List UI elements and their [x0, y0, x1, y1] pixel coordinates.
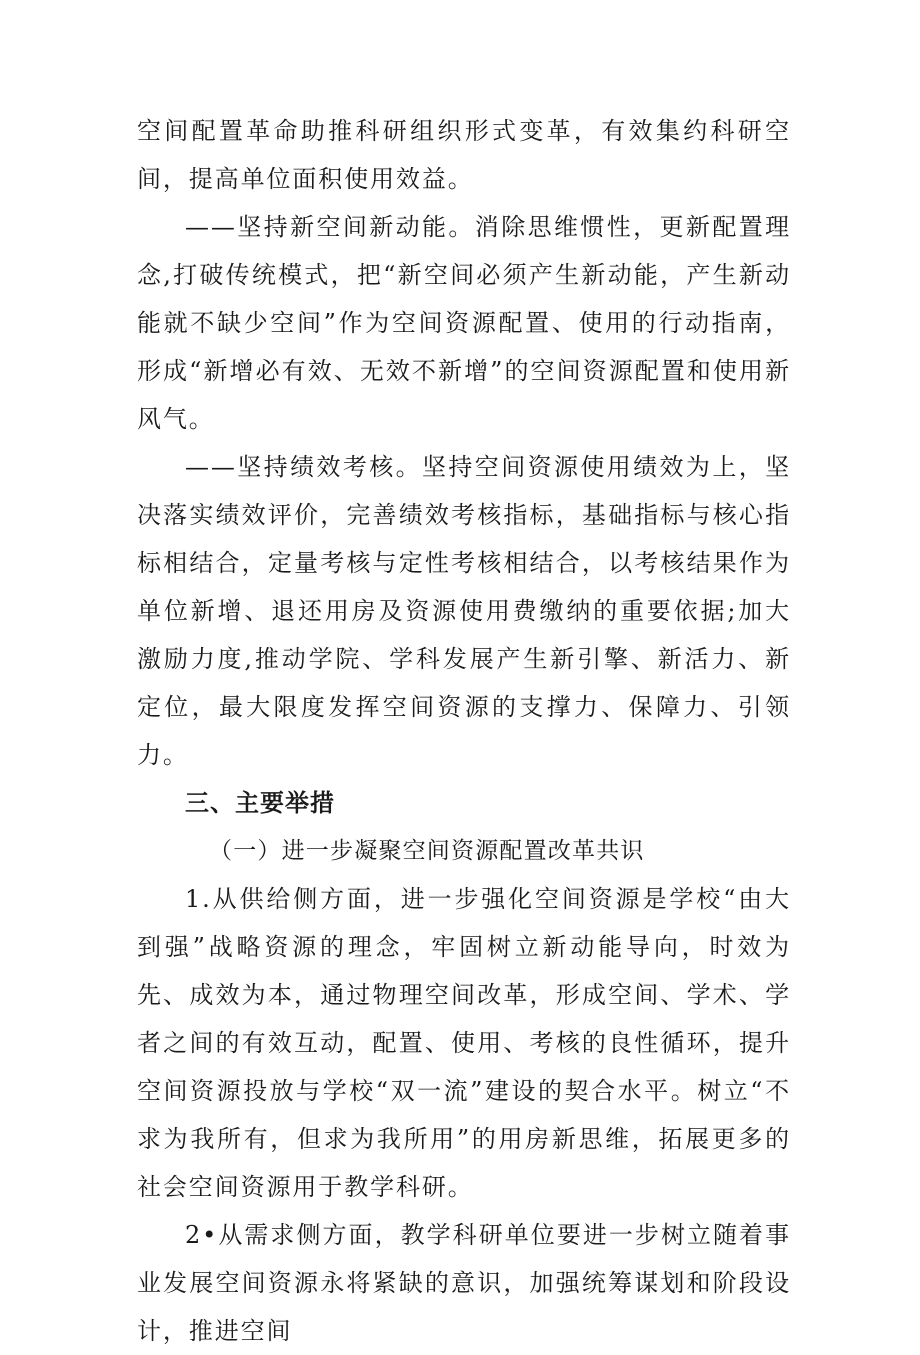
paragraph-new-space-new-momentum: ——坚持新空间新动能。消除思维惯性，更新配置理念,打破传统模式，把“新空间必须产生新动能，产生新动能就不缺少空间”作为空间资源配置、使用的行动指南，形成“新增必有效、无效不新增”的空间资源配置和使用新风气。: [137, 213, 791, 433]
paragraph-performance-assessment: ——坚持绩效考核。坚持空间资源使用绩效为上，坚决落实绩效评价，完善绩效考核指标，基础指标与核心指标相结合，定量考核与定性考核相结合，以考核结果作为单位新增、退还用房及资源使用费缴纳的重要依据;加大激励力度,推动学院、学科发展产生新引擎、新活力、新定位，最大限度发挥空间资源的支撑力、保障力、引领力。: [137, 453, 791, 769]
list-item-demand-side: 2•从需求侧方面，教学科研单位要进一步树立随着事业发展空间资源永将紧缺的意识，加强统筹谋划和阶段设计，推进空间: [137, 1221, 791, 1345]
section-heading: 三、主要举措: [185, 789, 335, 817]
document-page: [137, 107, 791, 1355]
paragraph-continuation: 空间配置革命助推科研组织形式变革，有效集约科研空间，提高单位面积使用效益。: [137, 117, 791, 193]
subsection-heading: （一）进一步凝聚空间资源配置改革共识: [209, 838, 645, 864]
list-item-supply-side: 1.从供给侧方面，进一步强化空间资源是学校“由大到强”战略资源的理念，牢固树立新动能导向，时效为先、成效为本，通过物理空间改革，形成空间、学术、学者之间的有效互动，配置、使用、考核的良性循环，提升空间资源投放与学校“双一流”建设的契合水平。树立“不求为我所有，但求为我所用”的用房新思维，拓展更多的社会空间资源用于教学科研。: [137, 885, 791, 1201]
